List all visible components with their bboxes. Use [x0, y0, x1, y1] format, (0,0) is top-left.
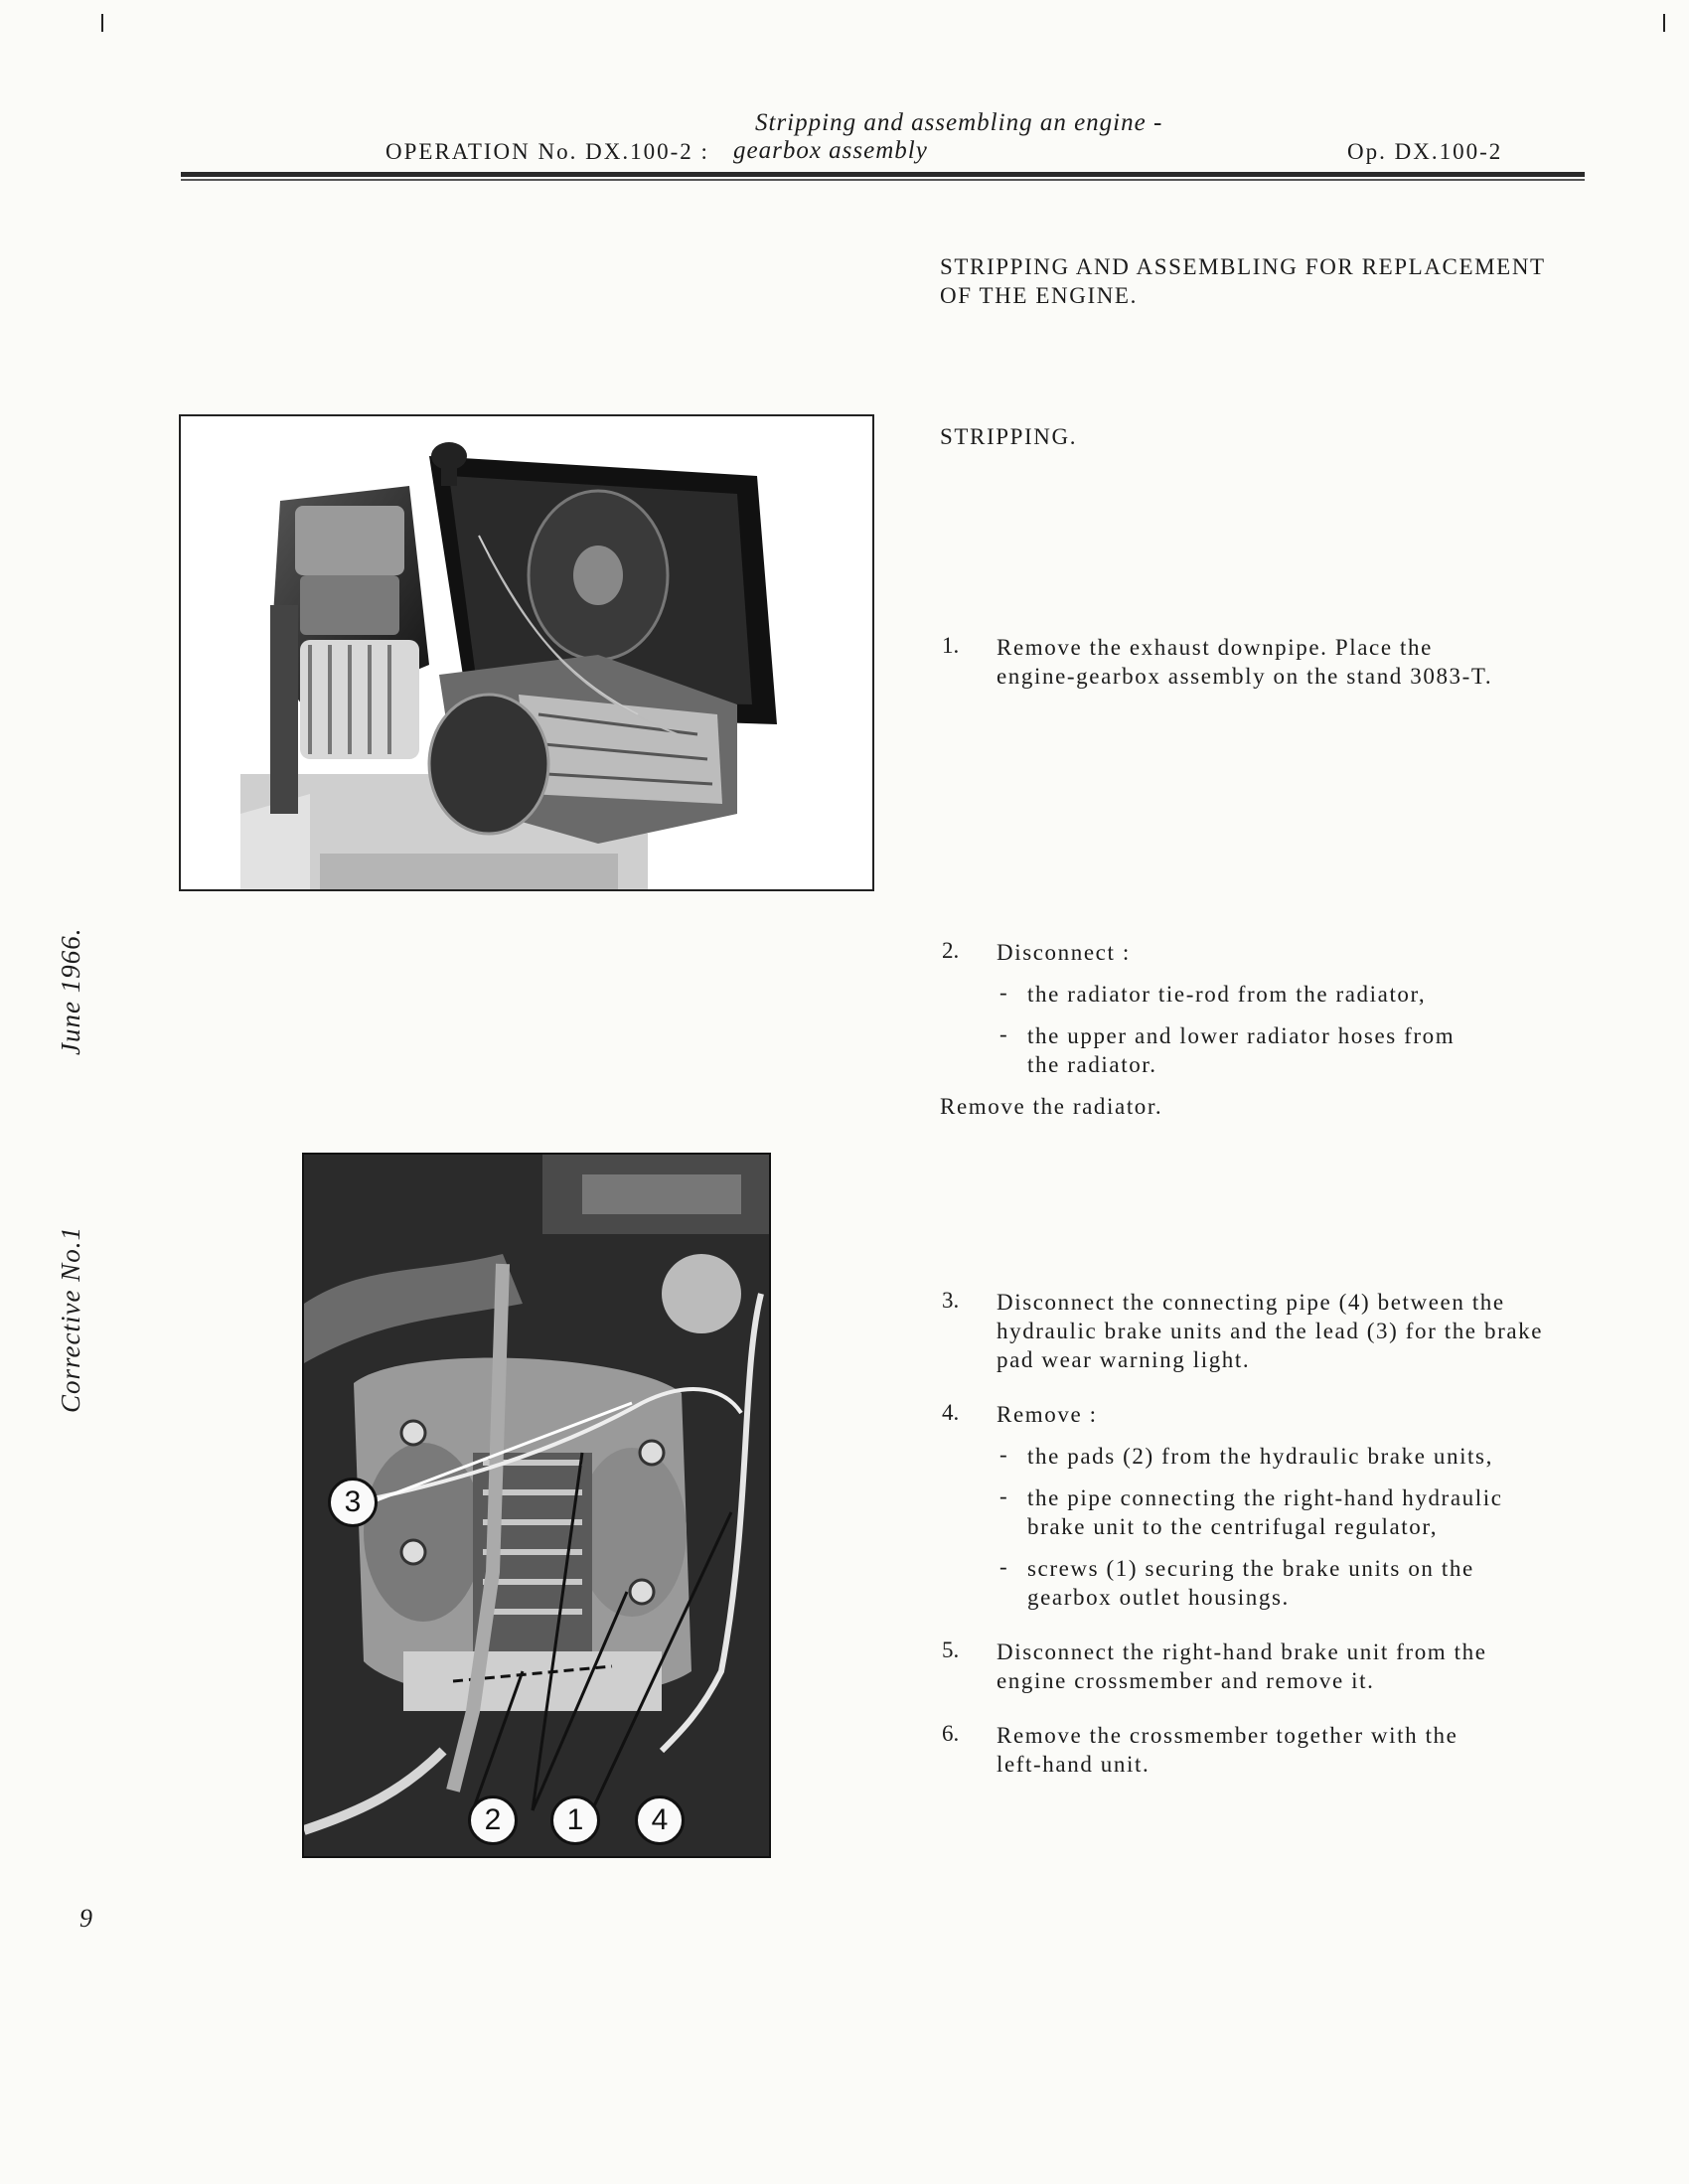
- subheading-stripping: STRIPPING.: [940, 424, 1078, 449]
- step-1-line1: Remove the exhaust downpipe. Place the: [997, 635, 1433, 660]
- step-6-number: 6.: [942, 1721, 960, 1746]
- callout-4: 4: [635, 1795, 685, 1845]
- step-6-line2: left-hand unit.: [997, 1752, 1151, 1777]
- page-edge-mark-right: [1663, 14, 1665, 32]
- step-6-line1: Remove the crossmember together with the: [997, 1723, 1459, 1748]
- step-4-item-2-line1: the pipe connecting the right-hand hydraulic: [1027, 1485, 1503, 1510]
- callout-1: 1: [550, 1795, 600, 1845]
- side-note-corrective: Corrective No.1: [56, 1226, 85, 1413]
- side-note-date: June 1966.: [56, 927, 85, 1055]
- step-4-bullet-1: -: [999, 1442, 1007, 1467]
- step-4-item-3-line1: screws (1) securing the brake units on the: [1027, 1556, 1474, 1581]
- step-4-item-2-line2: brake unit to the centrifugal regulator,: [1027, 1514, 1439, 1539]
- step-4-number: 4.: [942, 1400, 960, 1425]
- step-4-bullet-2: -: [999, 1483, 1007, 1508]
- step-2-after: Remove the radiator.: [940, 1094, 1163, 1119]
- step-3-line1: Disconnect the connecting pipe (4) between the: [997, 1290, 1505, 1315]
- callout-3: 3: [328, 1478, 378, 1527]
- callout-2: 2: [468, 1795, 518, 1845]
- header-title-line2: gearbox assembly: [733, 137, 928, 164]
- step-2-intro: Disconnect :: [997, 940, 1131, 965]
- step-2-bullet-1: -: [999, 980, 1007, 1005]
- step-2-bullet-2: -: [999, 1021, 1007, 1046]
- step-5-line1: Disconnect the right-hand brake unit from the: [997, 1639, 1487, 1664]
- step-5-number: 5.: [942, 1638, 960, 1662]
- page-edge-mark-left: [101, 14, 103, 32]
- header-rule-thin: [181, 179, 1585, 181]
- page-mark: 9: [79, 1904, 92, 1933]
- step-4-intro: Remove :: [997, 1402, 1098, 1427]
- header-operation-number: OPERATION No. DX.100-2 :: [385, 139, 709, 164]
- step-4-bullet-3: -: [999, 1554, 1007, 1579]
- step-2-item-2-line2: the radiator.: [1027, 1052, 1157, 1077]
- section-heading-line2: OF THE ENGINE.: [940, 283, 1138, 308]
- header-title-line1: Stripping and assembling an engine -: [755, 109, 1163, 136]
- step-2-item-1: the radiator tie-rod from the radiator,: [1027, 982, 1427, 1007]
- engine-on-stand-photo: [179, 414, 874, 891]
- brake-units-photo: [302, 1153, 771, 1858]
- step-2-number: 2.: [942, 938, 960, 963]
- step-3-number: 3.: [942, 1288, 960, 1313]
- section-heading-line1: STRIPPING AND ASSEMBLING FOR REPLACEMENT: [940, 254, 1546, 279]
- step-1-line2: engine-gearbox assembly on the stand 3083-T.: [997, 664, 1493, 689]
- engine-photo-drawing: [181, 416, 872, 889]
- step-1-number: 1.: [942, 633, 960, 658]
- header-rule: [181, 172, 1585, 177]
- step-4-item-1: the pads (2) from the hydraulic brake units,: [1027, 1444, 1493, 1469]
- step-3-line2: hydraulic brake units and the lead (3) for the brake: [997, 1319, 1544, 1343]
- step-2-item-2-line1: the upper and lower radiator hoses from: [1027, 1023, 1456, 1048]
- step-4-item-3-line2: gearbox outlet housings.: [1027, 1585, 1290, 1610]
- step-5-line2: engine crossmember and remove it.: [997, 1668, 1375, 1693]
- step-3-line3: pad wear warning light.: [997, 1347, 1251, 1372]
- header-op-reference: Op. DX.100-2: [1347, 139, 1503, 164]
